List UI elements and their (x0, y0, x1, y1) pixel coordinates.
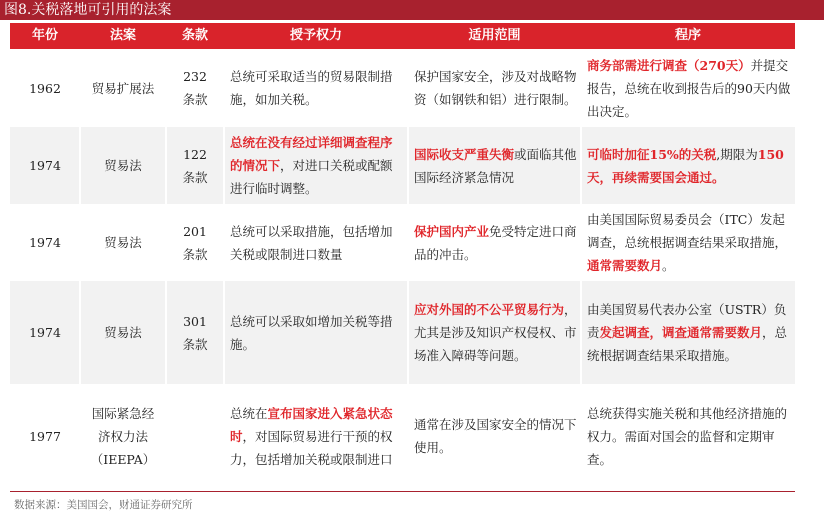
cell-scope: 通常在涉及国家安全的情况下使用。 (414, 417, 577, 455)
cell-power: 总统在没有经过详细调查程序的情况下，对进口关税或配额进行临时调整。 (230, 135, 393, 196)
column-divider (407, 127, 409, 204)
cell-clause: 201 条款 (182, 223, 208, 262)
header-scope: 适用范围 (468, 28, 521, 43)
table-row (10, 127, 795, 204)
cell-procedure: 由美国贸易代表办公室（USTR）负责发起调查，调查通常需要数月，总统根据调查结果采取措施。 (587, 302, 788, 363)
cell-year: 1962 (29, 80, 61, 96)
cell-procedure: 由美国国际贸易委员会（ITC）发起调查，总统根据调查结果采取措施，通常需要数月。 (587, 212, 788, 273)
table-row (10, 204, 795, 281)
cell-power: 总统在宣布国家进入紧急状态时，对国际贸易进行干预的权力，包括增加关税或限制进口 (230, 405, 393, 467)
cell-law: 贸易法 (104, 235, 142, 250)
cell-law: 国际紧急经济权力法（IEEPA） (90, 405, 156, 467)
column-divider (79, 281, 81, 384)
column-divider (165, 384, 167, 488)
cell-power: 总统可以采取措施，包括增加关税或限制进口数量 (230, 223, 393, 262)
cell-procedure: 商务部需进行调查（270天）并提交报告，总统在收到报告后的90天内做出决定。 (587, 57, 791, 119)
source-note: 数据来源：美国国会，财通证券研究所 (14, 499, 193, 511)
cell-scope: 保护国内产业免受特定进口商品的冲击。 (414, 223, 577, 262)
column-divider (407, 384, 409, 488)
column-divider (407, 204, 409, 281)
column-divider (407, 49, 409, 127)
column-divider (407, 281, 409, 384)
cell-procedure: 总统获得实施关税和其他经济措施的权力。需面对国会的监督和定期审查。 (587, 405, 788, 467)
header-law: 法案 (109, 28, 136, 43)
bottom-rule (10, 491, 795, 492)
column-divider (79, 49, 81, 127)
column-divider (165, 281, 167, 384)
cell-power: 总统可采取适当的贸易限制措施，如加关税。 (230, 69, 393, 107)
cell-scope: 应对外国的不公平贸易行为，尤其是涉及知识产权侵权、市场准入障碍等问题。 (414, 302, 577, 363)
column-divider (580, 127, 582, 204)
cell-year: 1977 (29, 428, 61, 444)
column-divider (580, 384, 582, 488)
cell-year: 1974 (29, 158, 61, 173)
table-row (10, 384, 795, 488)
cell-law: 贸易扩展法 (91, 80, 155, 96)
figure-title-bar (0, 0, 824, 20)
cell-year: 1974 (29, 235, 61, 250)
column-divider (223, 204, 225, 281)
figure-title: 图8.关税落地可引用的法案 (4, 2, 172, 18)
cell-clause (166, 384, 224, 488)
column-divider (223, 281, 225, 384)
column-divider (580, 281, 582, 384)
cell-power: 总统可以采取如增加关税等措施。 (230, 313, 393, 352)
column-divider (165, 49, 167, 127)
column-divider (223, 127, 225, 204)
cell-clause: 232 条款 (182, 69, 208, 107)
table-row (10, 281, 795, 384)
cell-procedure: 可临时加征15%的关税,期限为150天，再续需要国会通过。 (587, 146, 784, 185)
table-header (10, 23, 795, 49)
table-row (10, 49, 795, 127)
column-divider (79, 204, 81, 281)
cell-clause: 122 条款 (182, 146, 208, 185)
cell-scope: 国际收支严重失衡或面临其他国际经济紧急情况 (414, 146, 577, 185)
cell-year: 1974 (29, 325, 61, 340)
column-divider (580, 49, 582, 127)
cell-law: 贸易法 (104, 325, 142, 340)
cell-scope: 保护国家安全，涉及对战略物资（如钢铁和铝）进行限制。 (414, 69, 577, 107)
column-divider (223, 49, 225, 127)
header-clause: 条款 (181, 28, 208, 43)
column-divider (79, 127, 81, 204)
header-procedure: 程序 (674, 28, 701, 43)
column-divider (165, 127, 167, 204)
header-year: 年份 (31, 28, 58, 43)
column-divider (165, 204, 167, 281)
column-divider (79, 384, 81, 488)
cell-law: 贸易法 (104, 158, 142, 173)
column-divider (580, 204, 582, 281)
header-power: 授予权力 (289, 28, 342, 43)
cell-clause: 301 条款 (182, 313, 208, 352)
column-divider (223, 384, 225, 488)
